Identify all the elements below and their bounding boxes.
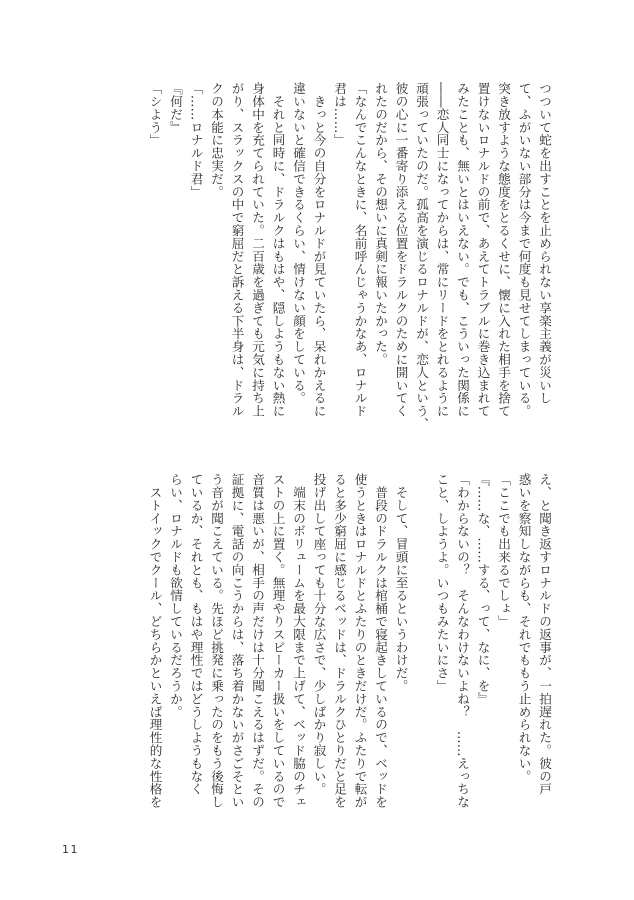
text-line: れたのだから、その想いに真剣に報いたかった。 (373, 82, 388, 366)
text-line: 普段のドラルクは棺桶で寝起きしているので、ベッドを (373, 473, 388, 809)
text-line: ――恋人同士になってからは、常にリードをとれるように (434, 82, 450, 418)
text-line: らい、ロナルドも欲情しているだろうか。 (168, 473, 183, 719)
text-line: 証拠に、電話の向こうからは、落ち着かないがさごそとい (229, 473, 245, 809)
text-line: ると多少窮屈に感じるベッドは、ドラルクひとりだと足を (332, 473, 347, 809)
text-line: 「シよう」 (147, 82, 163, 147)
text-line: 使うときはロナルドとふたりのときだけだ。ふたりで転が (352, 473, 368, 809)
text-line: がり、スラックスの中で窮屈だと訴える下半身は、ドラル (229, 82, 245, 418)
text-line: ストイックでクール、どちらかといえば理性的な性格を (147, 473, 163, 809)
text-line: 「ここでも出来るでしょ」 (496, 473, 511, 628)
text-line: 頑張っていたのだ。孤高を演じるロナルドが、恋人という、 (414, 82, 429, 431)
text-line: 置けないロナルドの前で、あえてトラブルに巻き込まれて (475, 82, 491, 418)
text-line: 『……な、……する、って、なに、を』 (475, 473, 491, 706)
text-line: 違いないと確信できるくらい、情けない顔をしている。 (291, 82, 306, 405)
text-line: 君は……」 (332, 82, 347, 147)
text-line: こと、しようよ。いつもみたいにさ」 (434, 473, 450, 693)
text-block-lower (144, 473, 554, 821)
text-line: きっと今の自分をロナルドが見ていたら、呆れかえるに (311, 82, 327, 418)
text-line: 『何だ』 (168, 82, 183, 134)
text-line: 身体中を充てられていた。二百歳を過ぎても元気に持ち上 (250, 82, 265, 418)
page-number: 11 (62, 843, 79, 856)
text-line: う音が聞こえている。先ほど挑発に乗ったのをもう後悔し (209, 473, 224, 809)
text-line: 「わからないの？ そんなわけないよね？ ……えっちな (455, 473, 470, 809)
text-line: つついて蛇を出すことを止められない享楽主義が災いし (537, 82, 552, 405)
text-line: みたことも、無いとはいえない。でも、こういった関係に (455, 82, 470, 418)
text-line: 突き放すような態度をとるくせに、懐に入れた相手を捨て (496, 82, 511, 418)
text-line: 「……ロナルド君」 (188, 82, 204, 199)
text-line: 投げ出して座っても十分な広さで、少しばかり寂しい。 (311, 473, 327, 796)
text-line: 「なんでこんなときに、名前呼んじゃうかなあ、ロナルド (352, 82, 368, 418)
text-line: 音質は悪いが、相手の声だけは十分聞こえるはずだ。その (250, 473, 265, 809)
text-line: ストの上に置く。無理やりスピーカー扱いをしているので (270, 473, 286, 809)
text-line: 惑いを察知しながらも、それでももう止められない。 (516, 473, 532, 783)
text-line: そして、冒頭に至るというわけだ。 (393, 473, 409, 693)
text-line: 彼の心に一番寄り添える位置をドラルクのために開いてく (393, 82, 409, 418)
text-line: クの本能に忠実だ。 (209, 82, 224, 199)
text-block-upper (144, 82, 554, 430)
text-line: え、と聞き返すロナルドの返事が、一拍遅れた。彼の戸 (537, 473, 552, 796)
text-line: 端末のボリュームを最大限まで上げて、ベッド脇のチェ (291, 473, 306, 809)
text-line: て、ふがいない部分は今まで何度も見せてしまっている。 (516, 82, 532, 418)
text-line: ているか、それとも、もはや理性ではどうしようもなく (188, 473, 204, 796)
text-line (411, 473, 432, 821)
text-line: それと同時に、ドラルクはもはや、隠しようもない熱に (270, 82, 286, 418)
